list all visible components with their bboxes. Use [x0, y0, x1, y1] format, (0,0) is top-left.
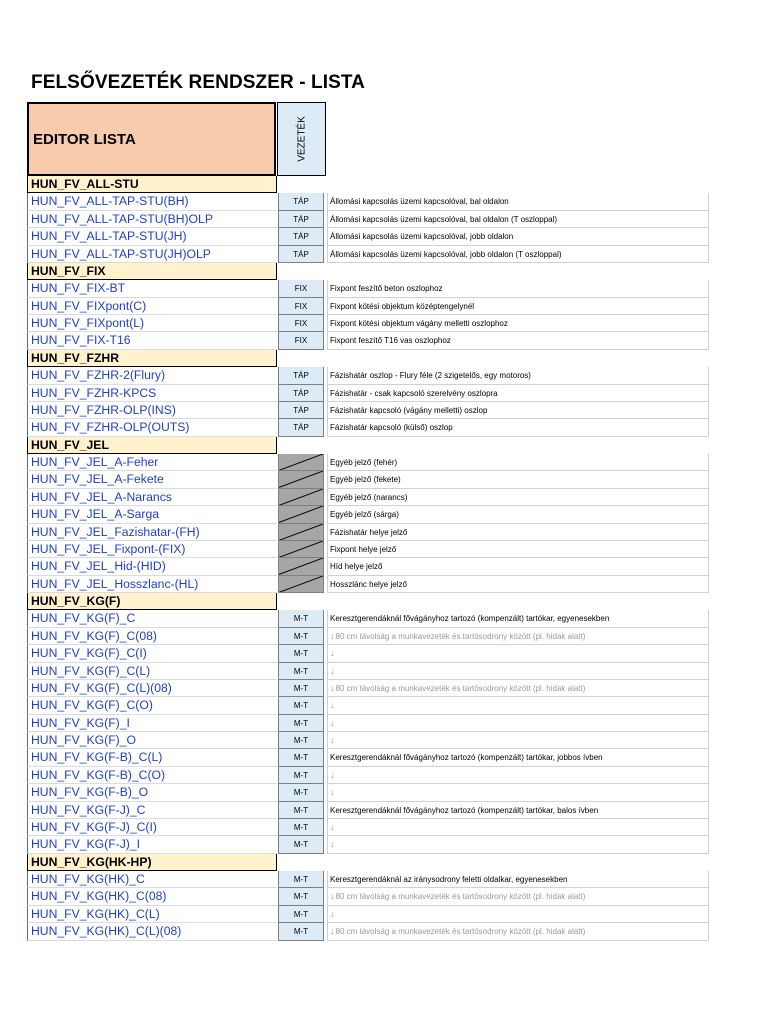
table-row: [27, 489, 710, 506]
item-name[interactable]: HUN_FV_KG(F-B)_C(L): [27, 749, 277, 766]
code-cell: TÁP: [278, 367, 324, 384]
item-name[interactable]: HUN_FV_FIXpont(L): [27, 315, 277, 332]
description-cell: [327, 784, 709, 801]
arrow-down-icon: ↓: [330, 891, 335, 902]
editor-list-header: [27, 102, 276, 176]
description-cell: [327, 454, 709, 471]
description-cell: [327, 489, 709, 506]
group-header-row: [27, 593, 710, 610]
hatched-code-cell: [278, 489, 324, 506]
table-row: [27, 367, 710, 384]
description-text: Egyéb jelző (fekete): [330, 475, 401, 485]
description-text: Állomási kapcsolás üzemi kapcsolóval, bal oldalon (T oszloppal): [330, 214, 558, 224]
description-text: Híd helye jelző: [330, 562, 383, 572]
description-cell: [327, 610, 709, 627]
table-row: [27, 280, 710, 297]
description-cell: [327, 524, 709, 541]
code-cell: TÁP: [278, 385, 324, 402]
item-name[interactable]: HUN_FV_ALL-TAP-STU(BH)OLP: [27, 211, 277, 228]
item-name[interactable]: HUN_FV_KG(F)_C(L): [27, 663, 277, 680]
description-text: Fázishatár helye jelző: [330, 527, 408, 537]
description-text: Fázishatár - csak kapcsoló szerelvény oszlopra: [330, 388, 498, 398]
item-name[interactable]: HUN_FV_KG(F-J)_I: [27, 836, 277, 853]
vezetek-label: VEZETÉK: [296, 116, 307, 162]
code-cell: M-T: [278, 871, 324, 888]
description-text: Fixpont kötési objektum vágány melletti oszlophoz: [330, 319, 508, 328]
arrow-down-icon: ↓: [330, 682, 335, 693]
code-cell: M-T: [278, 645, 324, 662]
description-cell: [327, 906, 709, 923]
item-name[interactable]: HUN_FV_ALL-TAP-STU(JH): [27, 228, 277, 245]
description-text: Fázishatár oszlop - Flury féle (2 szigetelős, egy motoros): [330, 371, 531, 381]
group-name: HUN_FV_FIX: [27, 263, 277, 280]
item-name[interactable]: HUN_FV_KG(F)_O: [27, 732, 277, 749]
code-cell: M-T: [278, 628, 324, 645]
description-cell: [327, 193, 709, 210]
item-name[interactable]: HUN_FV_FZHR-2(Flury): [27, 367, 277, 384]
code-cell: M-T: [278, 610, 324, 627]
description-text: 80 cm távolság a munkavezeték és tartósodrony között (pl. hidak alatt): [335, 631, 586, 641]
description-cell: [327, 298, 709, 315]
table-row: [27, 211, 710, 228]
description-cell: [327, 802, 709, 819]
hatched-code-cell: [278, 454, 324, 471]
code-cell: M-T: [278, 732, 324, 749]
table-row: [27, 385, 710, 402]
table-row: [27, 732, 710, 749]
code-cell: M-T: [278, 906, 324, 923]
arrow-down-icon: ↓: [330, 630, 335, 641]
code-cell: TÁP: [278, 228, 324, 245]
description-cell: [327, 558, 709, 575]
item-name[interactable]: HUN_FV_FZHR-OLP(OUTS): [27, 419, 277, 436]
hatched-code-cell: [278, 471, 324, 488]
code-cell: M-T: [278, 749, 324, 766]
item-name[interactable]: HUN_FV_KG(F)_C(O): [27, 697, 277, 714]
group-name: HUN_FV_FZHR: [27, 350, 277, 367]
item-name[interactable]: HUN_FV_KG(F)_C(L)(08): [27, 680, 277, 697]
description-cell: [327, 541, 709, 558]
item-name[interactable]: HUN_FV_KG(F)_C: [27, 610, 277, 627]
vezetek-header: [277, 102, 326, 176]
table-row: [27, 610, 710, 627]
table-row: [27, 680, 710, 697]
description-cell: [327, 749, 709, 766]
item-name[interactable]: HUN_FV_KG(F)_C(I): [27, 645, 277, 662]
table-row: [27, 697, 710, 714]
description-text: Keresztgerendáknál az iránysodrony feletti oldalkar, egyenesekben: [330, 875, 568, 884]
description-cell: [327, 332, 709, 349]
item-name[interactable]: HUN_FV_FZHR-KPCS: [27, 385, 277, 402]
table-row: [27, 524, 710, 541]
item-name[interactable]: HUN_FV_KG(HK)_C(L)(08): [27, 923, 277, 940]
table-row: [27, 315, 710, 332]
code-cell: M-T: [278, 802, 324, 819]
hatched-code-cell: [278, 506, 324, 523]
arrow-down-icon: ↓: [330, 735, 335, 745]
table-row: [27, 906, 710, 923]
arrow-down-icon: ↓: [330, 769, 335, 780]
description-text: Egyéb jelző (fehér): [330, 458, 398, 467]
table-row: [27, 628, 710, 645]
item-name[interactable]: HUN_FV_KG(HK)_C(L): [27, 906, 277, 923]
arrow-down-icon: ↓: [330, 821, 335, 832]
description-cell: [327, 628, 709, 645]
item-name[interactable]: HUN_FV_ALL-TAP-STU(BH): [27, 193, 277, 210]
code-cell: M-T: [278, 923, 324, 940]
item-name[interactable]: HUN_FV_FIX-BT: [27, 280, 277, 297]
group-name: HUN_FV_KG(F): [27, 593, 277, 610]
description-cell: [327, 663, 709, 680]
item-name[interactable]: HUN_FV_JEL_Hosszlanc-(HL): [27, 576, 277, 593]
description-cell: [327, 211, 709, 228]
arrow-down-icon: ↓: [330, 908, 335, 919]
item-name[interactable]: HUN_FV_FIX-T16: [27, 332, 277, 349]
description-cell: [327, 923, 709, 940]
table-row: [27, 888, 710, 905]
group-name: HUN_FV_JEL: [27, 437, 277, 454]
description-text: Állomási kapcsolás üzemi kapcsolóval, jobb oldalon (T oszloppal): [330, 249, 562, 259]
table-row: [27, 506, 710, 523]
hatched-code-cell: [278, 558, 324, 575]
code-cell: TÁP: [278, 419, 324, 436]
item-name[interactable]: HUN_FV_KG(F-B)_C(O): [27, 767, 277, 784]
code-cell: M-T: [278, 888, 324, 905]
description-cell: [327, 819, 709, 836]
code-cell: M-T: [278, 697, 324, 714]
description-text: Keresztgerendáknál fővágányhoz tartozó (kompenzált) tartókar, jobbos ívben: [330, 753, 603, 763]
description-cell: [327, 767, 709, 784]
code-cell: M-T: [278, 784, 324, 801]
description-text: Állomási kapcsolás üzemi kapcsolóval, bal oldalon: [330, 197, 509, 207]
code-cell: TÁP: [278, 193, 324, 210]
group-header-row: [27, 854, 710, 871]
description-text: Állomási kapcsolás üzemi kapcsolóval, jobb oldalon: [330, 232, 514, 242]
code-cell: FIX: [278, 280, 324, 297]
code-cell: M-T: [278, 680, 324, 697]
description-cell: [327, 402, 709, 419]
code-cell: M-T: [278, 836, 324, 853]
table-row: [27, 802, 710, 819]
hatched-code-cell: [278, 524, 324, 541]
description-text: Fixpont helye jelző: [330, 544, 397, 554]
table-row: [27, 645, 710, 662]
item-name[interactable]: HUN_FV_JEL_Fazishatar-(FH): [27, 524, 277, 541]
table-row: [27, 332, 710, 349]
table-row: [27, 471, 710, 488]
group-name: HUN_FV_KG(HK-HP): [27, 854, 277, 871]
table-row: [27, 819, 710, 836]
table-row: [27, 784, 710, 801]
item-name[interactable]: HUN_FV_ALL-TAP-STU(JH)OLP: [27, 246, 277, 263]
item-name[interactable]: HUN_FV_JEL_A-Narancs: [27, 489, 277, 506]
code-cell: FIX: [278, 298, 324, 315]
table-row: [27, 558, 710, 575]
arrow-down-icon: ↓: [330, 700, 335, 711]
description-cell: [327, 385, 709, 402]
description-cell: [327, 228, 709, 245]
description-cell: [327, 506, 709, 523]
description-cell: [327, 871, 709, 888]
description-cell: [327, 419, 709, 436]
arrow-down-icon: ↓: [330, 926, 335, 937]
hatched-code-cell: [278, 541, 324, 558]
code-cell: M-T: [278, 663, 324, 680]
item-name[interactable]: HUN_FV_FIXpont(C): [27, 298, 277, 315]
item-name[interactable]: HUN_FV_KG(HK)_C(08): [27, 888, 277, 905]
item-name[interactable]: HUN_FV_JEL_A-Fekete: [27, 471, 277, 488]
item-name[interactable]: HUN_FV_JEL_A-Sarga: [27, 506, 277, 523]
arrow-down-icon: ↓: [330, 665, 335, 676]
group-header-row: [27, 350, 710, 367]
table-row: [27, 715, 710, 732]
item-name[interactable]: HUN_FV_KG(F-J)_C: [27, 802, 277, 819]
description-text: Fixpont feszítő beton oszlophoz: [330, 284, 443, 294]
description-cell: [327, 836, 709, 853]
code-cell: TÁP: [278, 402, 324, 419]
description-text: 80 cm távolság a munkavezeték és tartósodrony között (pl. hidak alatt): [335, 892, 586, 902]
hatched-code-cell: [278, 576, 324, 593]
item-name[interactable]: HUN_FV_KG(F-B)_O: [27, 784, 277, 801]
code-cell: M-T: [278, 819, 324, 836]
code-cell: FIX: [278, 315, 324, 332]
group-header-row: [27, 263, 710, 280]
editor-list-table: [27, 176, 710, 941]
code-cell: M-T: [278, 767, 324, 784]
item-name[interactable]: HUN_FV_JEL_Hid-(HID): [27, 558, 277, 575]
code-cell: TÁP: [278, 211, 324, 228]
description-text: Fixpont kötési objektum középtengelynél: [330, 301, 475, 311]
code-cell: M-T: [278, 715, 324, 732]
description-text: Fázishatár kapcsoló (vágány melletti) oszlop: [330, 405, 488, 415]
description-cell: [327, 576, 709, 593]
item-name[interactable]: HUN_FV_KG(F)_C(08): [27, 628, 277, 645]
table-row: [27, 402, 710, 419]
description-cell: [327, 367, 709, 384]
description-cell: [327, 680, 709, 697]
table-row: [27, 298, 710, 315]
description-cell: [327, 732, 709, 749]
description-text: 80 cm távolság a munkavezeték és tartósodrony között (pl. hidak alatt): [335, 683, 586, 693]
table-row: [27, 663, 710, 680]
arrow-down-icon: ↓: [330, 787, 335, 798]
description-cell: [327, 645, 709, 662]
description-cell: [327, 280, 709, 297]
description-text: Hosszlánc helye jelző: [330, 579, 407, 589]
group-name: HUN_FV_ALL-STU: [27, 176, 277, 193]
arrow-down-icon: ↓: [330, 648, 335, 659]
description-text: Keresztgerendáknál fővágányhoz tartozó (kompenzált) tartókar, egyenesekben: [330, 614, 610, 624]
description-cell: [327, 715, 709, 732]
table-row: [27, 228, 710, 245]
editor-list-label: EDITOR LISTA: [33, 130, 136, 148]
description-text: Keresztgerendáknál fővágányhoz tartozó (kompenzált) tartókar, balos ívben: [330, 805, 599, 815]
table-row: [27, 193, 710, 210]
item-name[interactable]: HUN_FV_KG(HK)_C: [27, 871, 277, 888]
table-row: [27, 767, 710, 784]
description-text: Egyéb jelző (sárga): [330, 510, 399, 520]
description-text: Fixpont feszítő T16 vas oszlophoz: [330, 336, 451, 346]
page-title: FELSŐVEZETÉK RENDSZER - LISTA: [31, 72, 366, 93]
description-cell: [327, 471, 709, 488]
code-cell: TÁP: [278, 246, 324, 263]
table-row: [27, 454, 710, 471]
table-row: [27, 419, 710, 436]
table-row: [27, 246, 710, 263]
description-cell: [327, 697, 709, 714]
table-row: [27, 923, 710, 940]
item-name[interactable]: HUN_FV_KG(F)_I: [27, 715, 277, 732]
arrow-down-icon: ↓: [330, 717, 335, 728]
item-name[interactable]: HUN_FV_KG(F-J)_C(I): [27, 819, 277, 836]
table-row: [27, 836, 710, 853]
description-text: 80 cm távolság a munkavezeték és tartósodrony között (pl. hidak alatt): [335, 927, 586, 937]
description-cell: [327, 888, 709, 905]
table-row: [27, 576, 710, 593]
table-row: [27, 541, 710, 558]
item-name[interactable]: HUN_FV_JEL_A-Feher: [27, 454, 277, 471]
table-row: [27, 749, 710, 766]
description-cell: [327, 246, 709, 263]
code-cell: FIX: [278, 332, 324, 349]
description-text: Egyéb jelző (narancs): [330, 492, 408, 502]
description-cell: [327, 315, 709, 332]
group-header-row: [27, 437, 710, 454]
item-name[interactable]: HUN_FV_JEL_Fixpont-(FIX): [27, 541, 277, 558]
group-header-row: [27, 176, 710, 193]
item-name[interactable]: HUN_FV_FZHR-OLP(INS): [27, 402, 277, 419]
table-row: [27, 871, 710, 888]
arrow-down-icon: ↓: [330, 839, 335, 850]
description-text: Fázishatár kapcsoló (külső) oszlop: [330, 423, 453, 433]
